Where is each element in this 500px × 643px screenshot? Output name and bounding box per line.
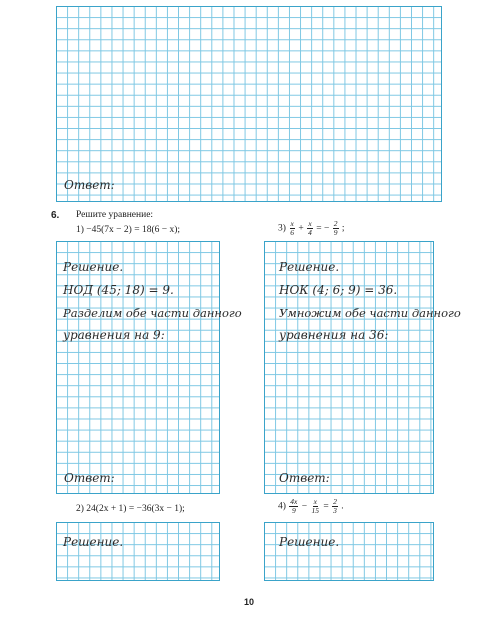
bottom-right-grid	[264, 522, 434, 581]
left-answer-label: Ответ:	[64, 471, 115, 485]
right-solution-line-4: уравнения на 36:	[279, 328, 389, 342]
equation-4-fraction-2: $\frac{x}{15}$	[311, 497, 319, 515]
bottom-left-solution-label: Решение.	[63, 535, 124, 549]
equation-1: 1) −45(7x − 2) = 18(6 − x);	[76, 225, 181, 235]
equation-3-prefix: 3)	[278, 223, 286, 234]
equation-3-fraction-1: $\frac{x}{6}$	[290, 219, 295, 237]
top-answer-label: Ответ:	[64, 178, 115, 192]
equation-3: 3) $\frac{x}{6}$ + $\frac{x}{4}$ = − $\frac{2}{9}$ ;	[278, 219, 345, 237]
left-solution-line-1: Решение.	[63, 260, 124, 274]
left-solution-grid	[56, 241, 220, 494]
left-solution-line-3: Разделим обе части данного	[63, 306, 242, 320]
task-title: Решите уравнение:	[76, 210, 154, 220]
right-solution-line-1: Решение.	[279, 260, 340, 274]
right-solution-grid	[264, 241, 434, 494]
equation-4: 4) $\frac{4x}{9}$ − $\frac{x}{15}$ = $\frac{2}{3}$ .	[278, 497, 344, 515]
equation-4-fraction-3: $\frac{2}{3}$	[333, 497, 337, 515]
right-solution-line-3: Умножим обе части данного	[279, 306, 461, 320]
page-number: 10	[244, 597, 255, 607]
equation-4-prefix: 4)	[278, 501, 286, 512]
task-number: 6.	[51, 210, 60, 221]
top-answer-grid	[56, 6, 442, 202]
right-answer-label: Ответ:	[279, 471, 330, 485]
bottom-left-grid	[56, 522, 220, 581]
left-solution-line-2: НОД (45; 18) = 9.	[63, 283, 174, 297]
equation-2: 2) 24(2x + 1) = −36(3x − 1);	[76, 504, 185, 514]
right-solution-line-2: НОК (4; 6; 9) = 36.	[279, 283, 398, 297]
equation-3-fraction-3: $\frac{2}{9}$	[333, 219, 338, 237]
bottom-right-solution-label: Решение.	[279, 535, 340, 549]
equation-4-fraction-1: $\frac{4x}{9}$	[290, 497, 298, 515]
equation-3-fraction-2: $\frac{x}{4}$	[308, 219, 312, 237]
left-solution-line-4: уравнения на 9:	[63, 328, 165, 342]
